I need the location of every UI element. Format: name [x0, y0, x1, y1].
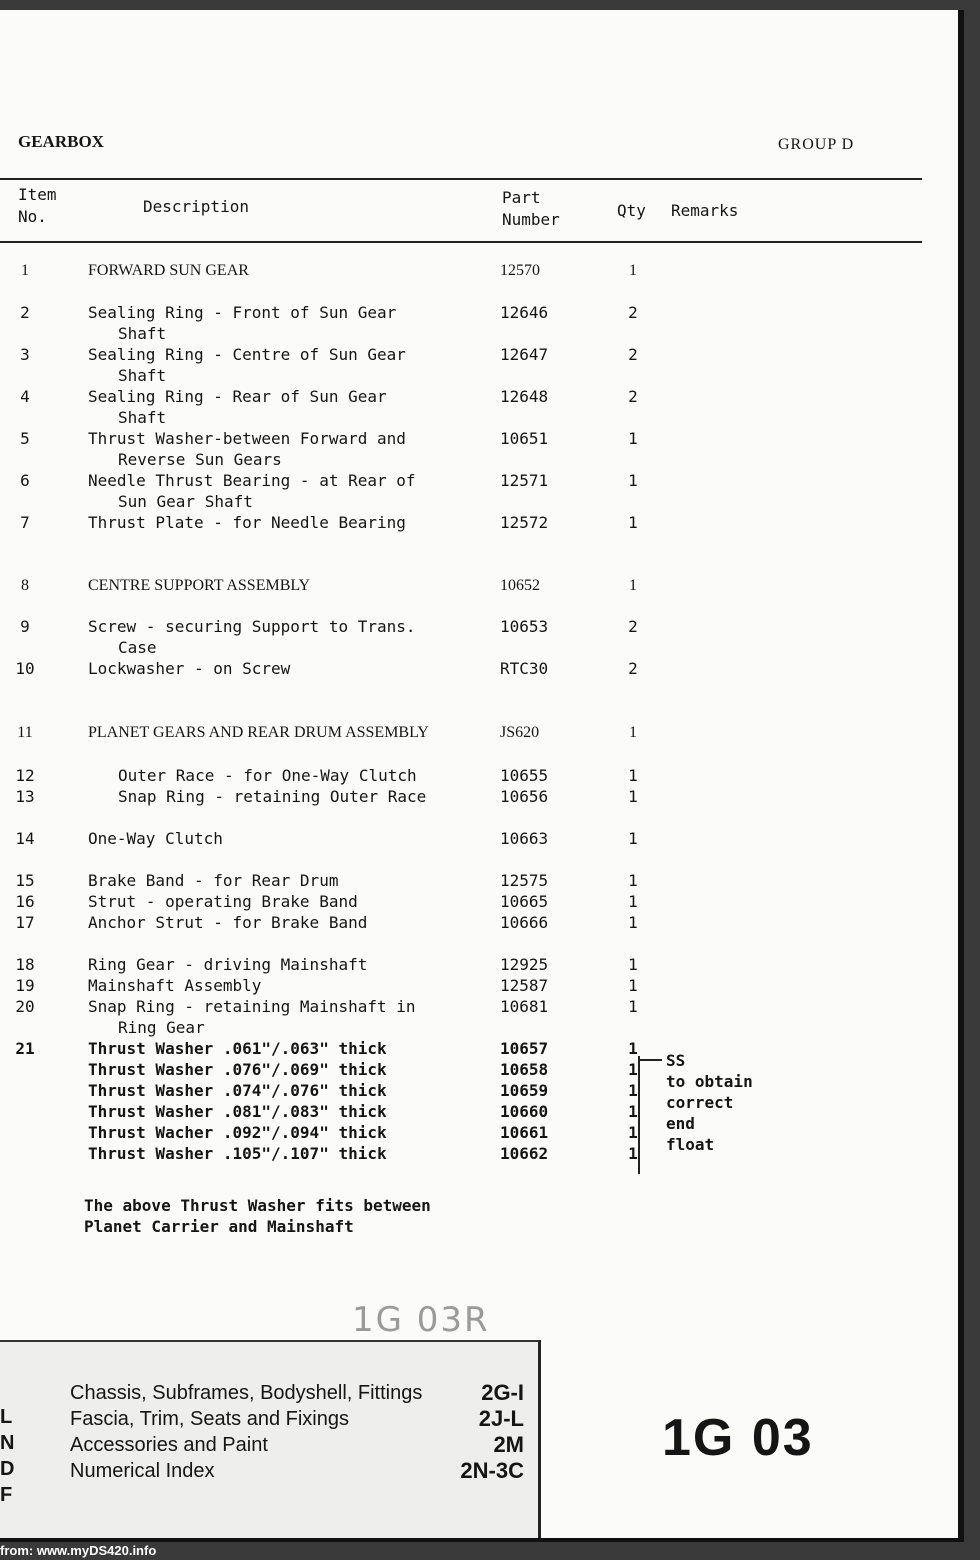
item-number: 7	[20, 513, 30, 532]
description-continuation: Shaft	[118, 366, 167, 385]
item-number: 10	[15, 659, 35, 678]
quantity: 2	[628, 345, 638, 364]
column-header-item	[18, 184, 57, 228]
description-line: Thrust Washer-between Forward and	[88, 429, 406, 448]
quantity: 2	[628, 659, 638, 678]
part-number: 12648	[500, 387, 549, 406]
part-number: 10661	[500, 1123, 549, 1142]
index-title: Chassis, Subframes, Bodyshell, Fittings	[70, 1382, 423, 1404]
part-description: FORWARD SUN GEAR	[88, 262, 249, 279]
quantity: 1	[629, 262, 637, 279]
part-description	[88, 470, 488, 512]
part-number: RTC30	[500, 659, 549, 678]
quantity: 1	[628, 997, 638, 1016]
item-number: 5	[20, 429, 30, 448]
part-description	[88, 302, 488, 344]
part-description	[88, 996, 488, 1038]
part-description: CENTRE SUPPORT ASSEMBLY	[88, 577, 311, 594]
quantity: 1	[629, 577, 637, 594]
description-continuation: Shaft	[118, 408, 167, 427]
description-line: Sealing Ring - Rear of Sun Gear	[88, 387, 387, 406]
index-code: 2N-3C	[460, 1458, 524, 1483]
part-number: 10653	[500, 617, 549, 636]
column-header-remarks: Remarks	[671, 201, 739, 220]
column-header-item-line2: No.	[18, 207, 47, 226]
part-number: 12571	[500, 471, 549, 490]
part-description: Thrust Washer .076"/.069" thick	[88, 1060, 387, 1079]
item-number: 17	[15, 913, 35, 932]
part-number: 12575	[500, 871, 549, 890]
description-line: Sealing Ring - Centre of Sun Gear	[88, 345, 406, 364]
header-top-rule	[0, 178, 922, 180]
part-number: 12646	[500, 303, 549, 322]
part-description	[88, 428, 488, 470]
column-header-part	[502, 187, 560, 231]
group-label: GROUP D	[778, 136, 855, 153]
part-description: Thrust Washer .105"/.107" thick	[88, 1144, 387, 1163]
index-code: 2M	[493, 1432, 524, 1457]
side-letter: L	[0, 1406, 13, 1428]
part-number: 10655	[500, 766, 549, 785]
part-number: 12587	[500, 976, 549, 995]
part-number: 12647	[500, 345, 549, 364]
description-continuation: Case	[118, 638, 157, 657]
column-header-qty: Qty	[617, 201, 646, 220]
quantity: 1	[628, 976, 638, 995]
part-number: 10663	[500, 829, 549, 848]
column-header-item-line1: Item	[18, 185, 57, 204]
remarks-bracket	[638, 1056, 640, 1174]
column-header-part-line2: Number	[502, 210, 560, 229]
part-description: Strut - operating Brake Band	[88, 892, 358, 911]
item-number: 15	[15, 871, 35, 890]
quantity: 1	[628, 429, 638, 448]
part-description: Thrust Washer .081"/.083" thick	[88, 1102, 387, 1121]
item-number: 18	[15, 955, 35, 974]
part-description	[88, 616, 488, 658]
part-description: PLANET GEARS AND REAR DRUM ASSEMBLY	[88, 724, 429, 741]
item-number: 14	[15, 829, 35, 848]
description-line: Sealing Ring - Front of Sun Gear	[88, 303, 397, 322]
item-number: 20	[15, 997, 35, 1016]
quantity: 1	[628, 471, 638, 490]
side-letter: D	[0, 1458, 15, 1480]
description-continuation: Ring Gear	[118, 1018, 205, 1037]
index-title: Numerical Index	[70, 1460, 215, 1482]
part-number: 12572	[500, 513, 549, 532]
part-description	[88, 344, 488, 386]
part-description: Thrust Plate - for Needle Bearing	[88, 513, 406, 532]
quantity: 1	[628, 1060, 638, 1079]
part-description: Thrust Washer .061"/.063" thick	[88, 1039, 387, 1058]
side-letter: N	[0, 1432, 15, 1454]
quantity: 2	[628, 387, 638, 406]
quantity: 1	[628, 871, 638, 890]
part-number: 10662	[500, 1144, 549, 1163]
part-description: Thrust Washer .074"/.076" thick	[88, 1081, 387, 1100]
remarks-line: to obtain	[666, 1072, 753, 1091]
description-line: Snap Ring - retaining Mainshaft in	[88, 997, 416, 1016]
part-description: Anchor Strut - for Brake Band	[88, 913, 368, 932]
item-number: 1	[21, 262, 29, 279]
remarks-line: SS	[666, 1051, 686, 1070]
part-number: 12570	[500, 262, 540, 279]
item-number: 6	[20, 471, 30, 490]
index-title: Fascia, Trim, Seats and Fixings	[70, 1408, 349, 1430]
footnote-line: Planet Carrier and Mainshaft	[84, 1217, 354, 1236]
description-continuation: Sun Gear Shaft	[118, 492, 253, 511]
part-description: Thrust Wacher .092"/.094" thick	[88, 1123, 387, 1142]
index-code: 2J-L	[478, 1406, 524, 1431]
footnote-line: The above Thrust Washer fits between	[84, 1196, 431, 1215]
item-number: 11	[17, 724, 33, 741]
remarks-line: end	[666, 1114, 695, 1133]
part-number: JS620	[500, 724, 540, 741]
column-header-part-line1: Part	[502, 188, 541, 207]
source-credit: from: www.myDS420.info	[0, 1543, 157, 1558]
description-line: Needle Thrust Bearing - at Rear of	[88, 471, 416, 490]
item-number: 2	[20, 303, 30, 322]
description-continuation: Reverse Sun Gears	[118, 450, 282, 469]
part-description: Ring Gear - driving Mainshaft	[88, 955, 368, 974]
document-page	[0, 10, 964, 1542]
section-title: GEARBOX	[18, 132, 104, 151]
index-code: 2G-I	[481, 1380, 524, 1405]
item-number: 8	[21, 577, 29, 594]
handwritten-annotation: 1G 03R	[352, 1300, 490, 1340]
quantity: 1	[629, 724, 637, 741]
quantity: 2	[628, 303, 638, 322]
part-description: Lockwasher - on Screw	[88, 659, 291, 678]
part-number: 10681	[500, 997, 549, 1016]
header-bottom-rule	[0, 241, 922, 243]
quantity: 1	[628, 1144, 638, 1163]
item-number: 21	[15, 1039, 35, 1058]
index-title: Accessories and Paint	[70, 1434, 268, 1456]
item-number: 4	[20, 387, 30, 406]
fiche-index-box	[0, 1340, 541, 1538]
description-line: Screw - securing Support to Trans.	[88, 617, 416, 636]
item-number: 12	[15, 766, 35, 785]
item-number: 3	[20, 345, 30, 364]
quantity: 1	[628, 1123, 638, 1142]
part-number: 12925	[500, 955, 549, 974]
item-number: 9	[20, 617, 30, 636]
remarks-line: float	[666, 1135, 715, 1154]
part-number: 10659	[500, 1081, 549, 1100]
remarks-note	[666, 1050, 753, 1155]
quantity: 1	[628, 1102, 638, 1121]
quantity: 1	[628, 766, 638, 785]
remarks-bracket-tick	[640, 1059, 662, 1061]
footnote	[84, 1195, 431, 1237]
part-description: One-Way Clutch	[88, 829, 223, 848]
quantity: 1	[628, 1039, 638, 1058]
quantity: 1	[628, 1081, 638, 1100]
column-header-description: Description	[143, 197, 249, 216]
quantity: 1	[628, 513, 638, 532]
part-number: 10656	[500, 787, 549, 806]
part-number: 10665	[500, 892, 549, 911]
part-number: 10658	[500, 1060, 549, 1079]
quantity: 1	[628, 787, 638, 806]
part-number: 10660	[500, 1102, 549, 1121]
item-number: 19	[15, 976, 35, 995]
part-number: 10651	[500, 429, 549, 448]
part-description: Snap Ring - retaining Outer Race	[118, 787, 427, 806]
part-number: 10652	[500, 577, 540, 594]
quantity: 1	[628, 829, 638, 848]
part-description: Brake Band - for Rear Drum	[88, 871, 339, 890]
side-letter: F	[0, 1484, 13, 1506]
description-continuation: Shaft	[118, 324, 167, 343]
remarks-line: correct	[666, 1093, 734, 1112]
part-number: 10657	[500, 1039, 549, 1058]
item-number: 16	[15, 892, 35, 911]
part-description: Mainshaft Assembly	[88, 976, 262, 995]
quantity: 1	[628, 892, 638, 911]
item-number: 13	[15, 787, 35, 806]
part-description	[88, 386, 488, 428]
part-number: 10666	[500, 913, 549, 932]
quantity: 2	[628, 617, 638, 636]
quantity: 1	[628, 913, 638, 932]
part-description: Outer Race - for One-Way Clutch	[118, 766, 417, 785]
quantity: 1	[628, 955, 638, 974]
fiche-code: 1G 03	[662, 1409, 814, 1467]
